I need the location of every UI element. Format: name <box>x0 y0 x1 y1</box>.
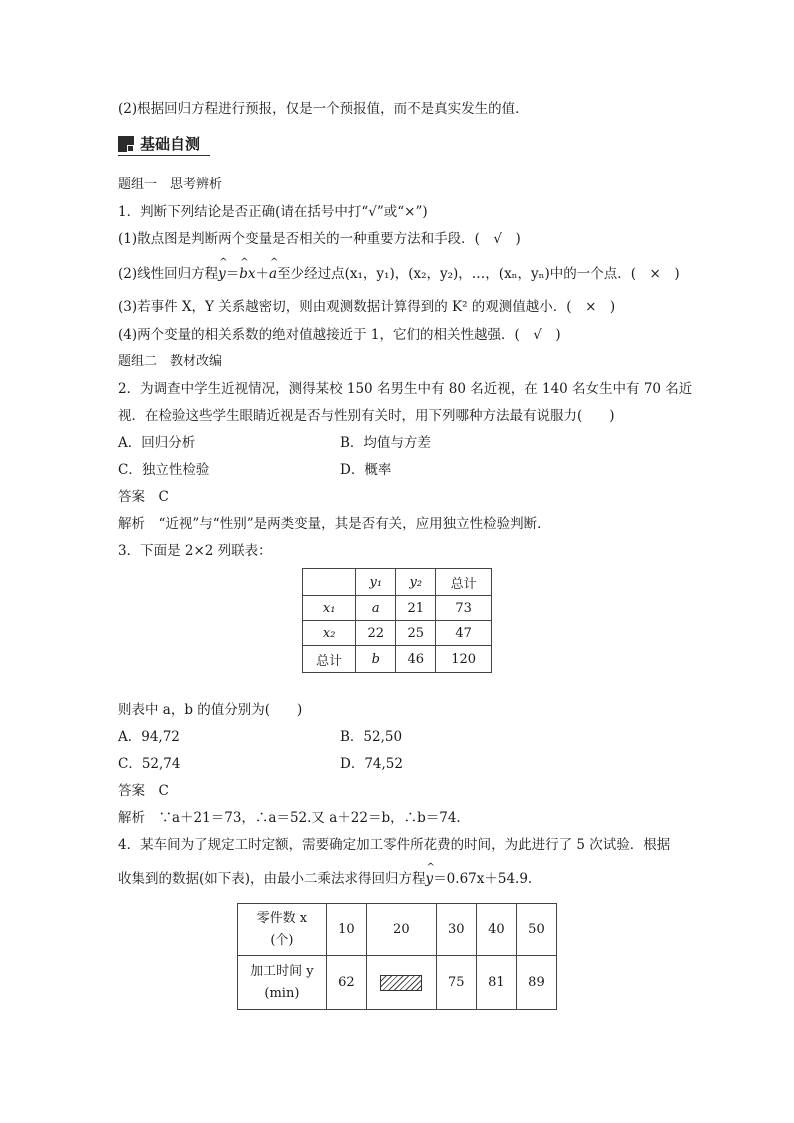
table-cell: 89 <box>516 956 556 1010</box>
table-cell: a <box>356 596 396 621</box>
table-cell: 40 <box>476 904 516 956</box>
table-cell: 总计 <box>436 569 492 596</box>
table-cell <box>238 956 327 1010</box>
experiment-table <box>237 903 557 1010</box>
q1-stem: 1．判断下列结论是否正确(请在括号中打“√”或“×”) <box>118 204 428 220</box>
q1-statement-2: (2)线性回归方程^ y＝^ bx＋^ a至少经过点(x₁，y₁)，(x₂，y₂)，…，(xₙ，yₙ)中的一个点．( × ) <box>118 265 680 283</box>
q2-line-2: 视．在检验这些学生眼睛近视是否与性别有关时，用下列哪种方法最有说服力( ) <box>118 408 615 424</box>
row-label-unit: (个) <box>270 932 294 948</box>
q2-answer: 答案 C <box>118 489 169 505</box>
section-title: 基础自测 <box>140 135 201 153</box>
q1-statement-1: (1)散点图是判断两个变量是否相关的一种重要方法和手段．( √ ) <box>118 231 521 247</box>
table-cell: y₁ <box>356 569 396 596</box>
q3-stem: 3．下面是 2×2 列联表： <box>118 543 272 559</box>
intro-note: (2)根据回归方程进行预报，仅是一个预报值，而不是真实发生的值． <box>118 101 529 117</box>
q3-analysis: 解析 ∵a＋21＝73，∴a＝52.又 a＋22＝b，∴b＝74. <box>118 810 461 826</box>
q2-option-d: D．概率 <box>340 462 392 478</box>
table-cell: 73 <box>436 596 492 621</box>
q2-analysis: 解析 “近视”与“性别”是两类变量，其是否有关，应用独立性检验判断． <box>118 516 551 532</box>
table-row <box>238 956 557 1010</box>
table-cell: 20 <box>366 904 436 956</box>
table-cell: 总计 <box>303 646 356 673</box>
table-cell: 22 <box>356 621 396 646</box>
table-cell: 46 <box>396 646 436 673</box>
table-cell <box>303 569 356 596</box>
hatched-missing-value <box>380 975 422 991</box>
q4-line-1: 4．某车间为了规定工时定额，需要确定加工零件所花费的时间，为此进行了 5 次试验．根据 <box>118 837 671 853</box>
group1-title: 题组一 思考辨析 <box>118 177 223 192</box>
q4-line-2: 收集到的数据(如下表)，由最小二乘法求得回归方程^ y＝0.67x＋54.9. <box>118 870 532 888</box>
section-square-icon <box>118 136 134 152</box>
table-row <box>303 646 492 673</box>
q2-option-c: C．独立性检验 <box>118 462 210 478</box>
row-label: 加工时间 y <box>250 963 314 979</box>
table-cell <box>238 904 327 956</box>
table-cell: 75 <box>436 956 476 1010</box>
q2-option-b: B．均值与方差 <box>340 435 431 451</box>
table-row <box>303 596 492 621</box>
table-cell: 21 <box>396 596 436 621</box>
q3-option-a: A．94,72 <box>118 729 180 745</box>
q3-answer: 答案 C <box>118 783 169 799</box>
table-row <box>303 569 492 596</box>
q3-option-b: B．52,50 <box>340 729 403 745</box>
contingency-table <box>302 568 492 673</box>
table-cell: 81 <box>476 956 516 1010</box>
q1-statement-4: (4)两个变量的相关系数的绝对值越接近于 1，它们的相关性越强．( √ ) <box>118 327 561 343</box>
table-row <box>238 904 557 956</box>
table-cell: x₂ <box>303 621 356 646</box>
group2-title: 题组二 教材改编 <box>118 354 223 369</box>
q1-statement-3: (3)若事件 X，Y 关系越密切，则由观测数据计算得到的 K² 的观测值越小．( × ) <box>118 299 616 315</box>
table-cell: 25 <box>396 621 436 646</box>
row-label: 零件数 x <box>256 910 308 926</box>
q2-line-1: 2．为调查中学生近视情况，测得某校 150 名男生中有 80 名近视，在 140 名女生中有 70 名近 <box>118 381 693 397</box>
table-cell: 10 <box>326 904 366 956</box>
table-cell: 47 <box>436 621 492 646</box>
table-cell: 120 <box>436 646 492 673</box>
table-cell: y₂ <box>396 569 436 596</box>
table-cell: 30 <box>436 904 476 956</box>
table-row <box>303 621 492 646</box>
row-label-unit: (min) <box>264 985 300 1001</box>
table-cell <box>366 956 436 1010</box>
table-cell: b <box>356 646 396 673</box>
table-cell: x₁ <box>303 596 356 621</box>
section-header <box>118 133 210 156</box>
table-cell: 50 <box>516 904 556 956</box>
q2-option-a: A．回归分析 <box>118 435 196 451</box>
table-cell: 62 <box>326 956 366 1010</box>
q3-option-d: D．74,52 <box>340 756 403 772</box>
q3-question: 则表中 a，b 的值分别为( ) <box>118 702 303 718</box>
q3-option-c: C．52,74 <box>118 756 181 772</box>
